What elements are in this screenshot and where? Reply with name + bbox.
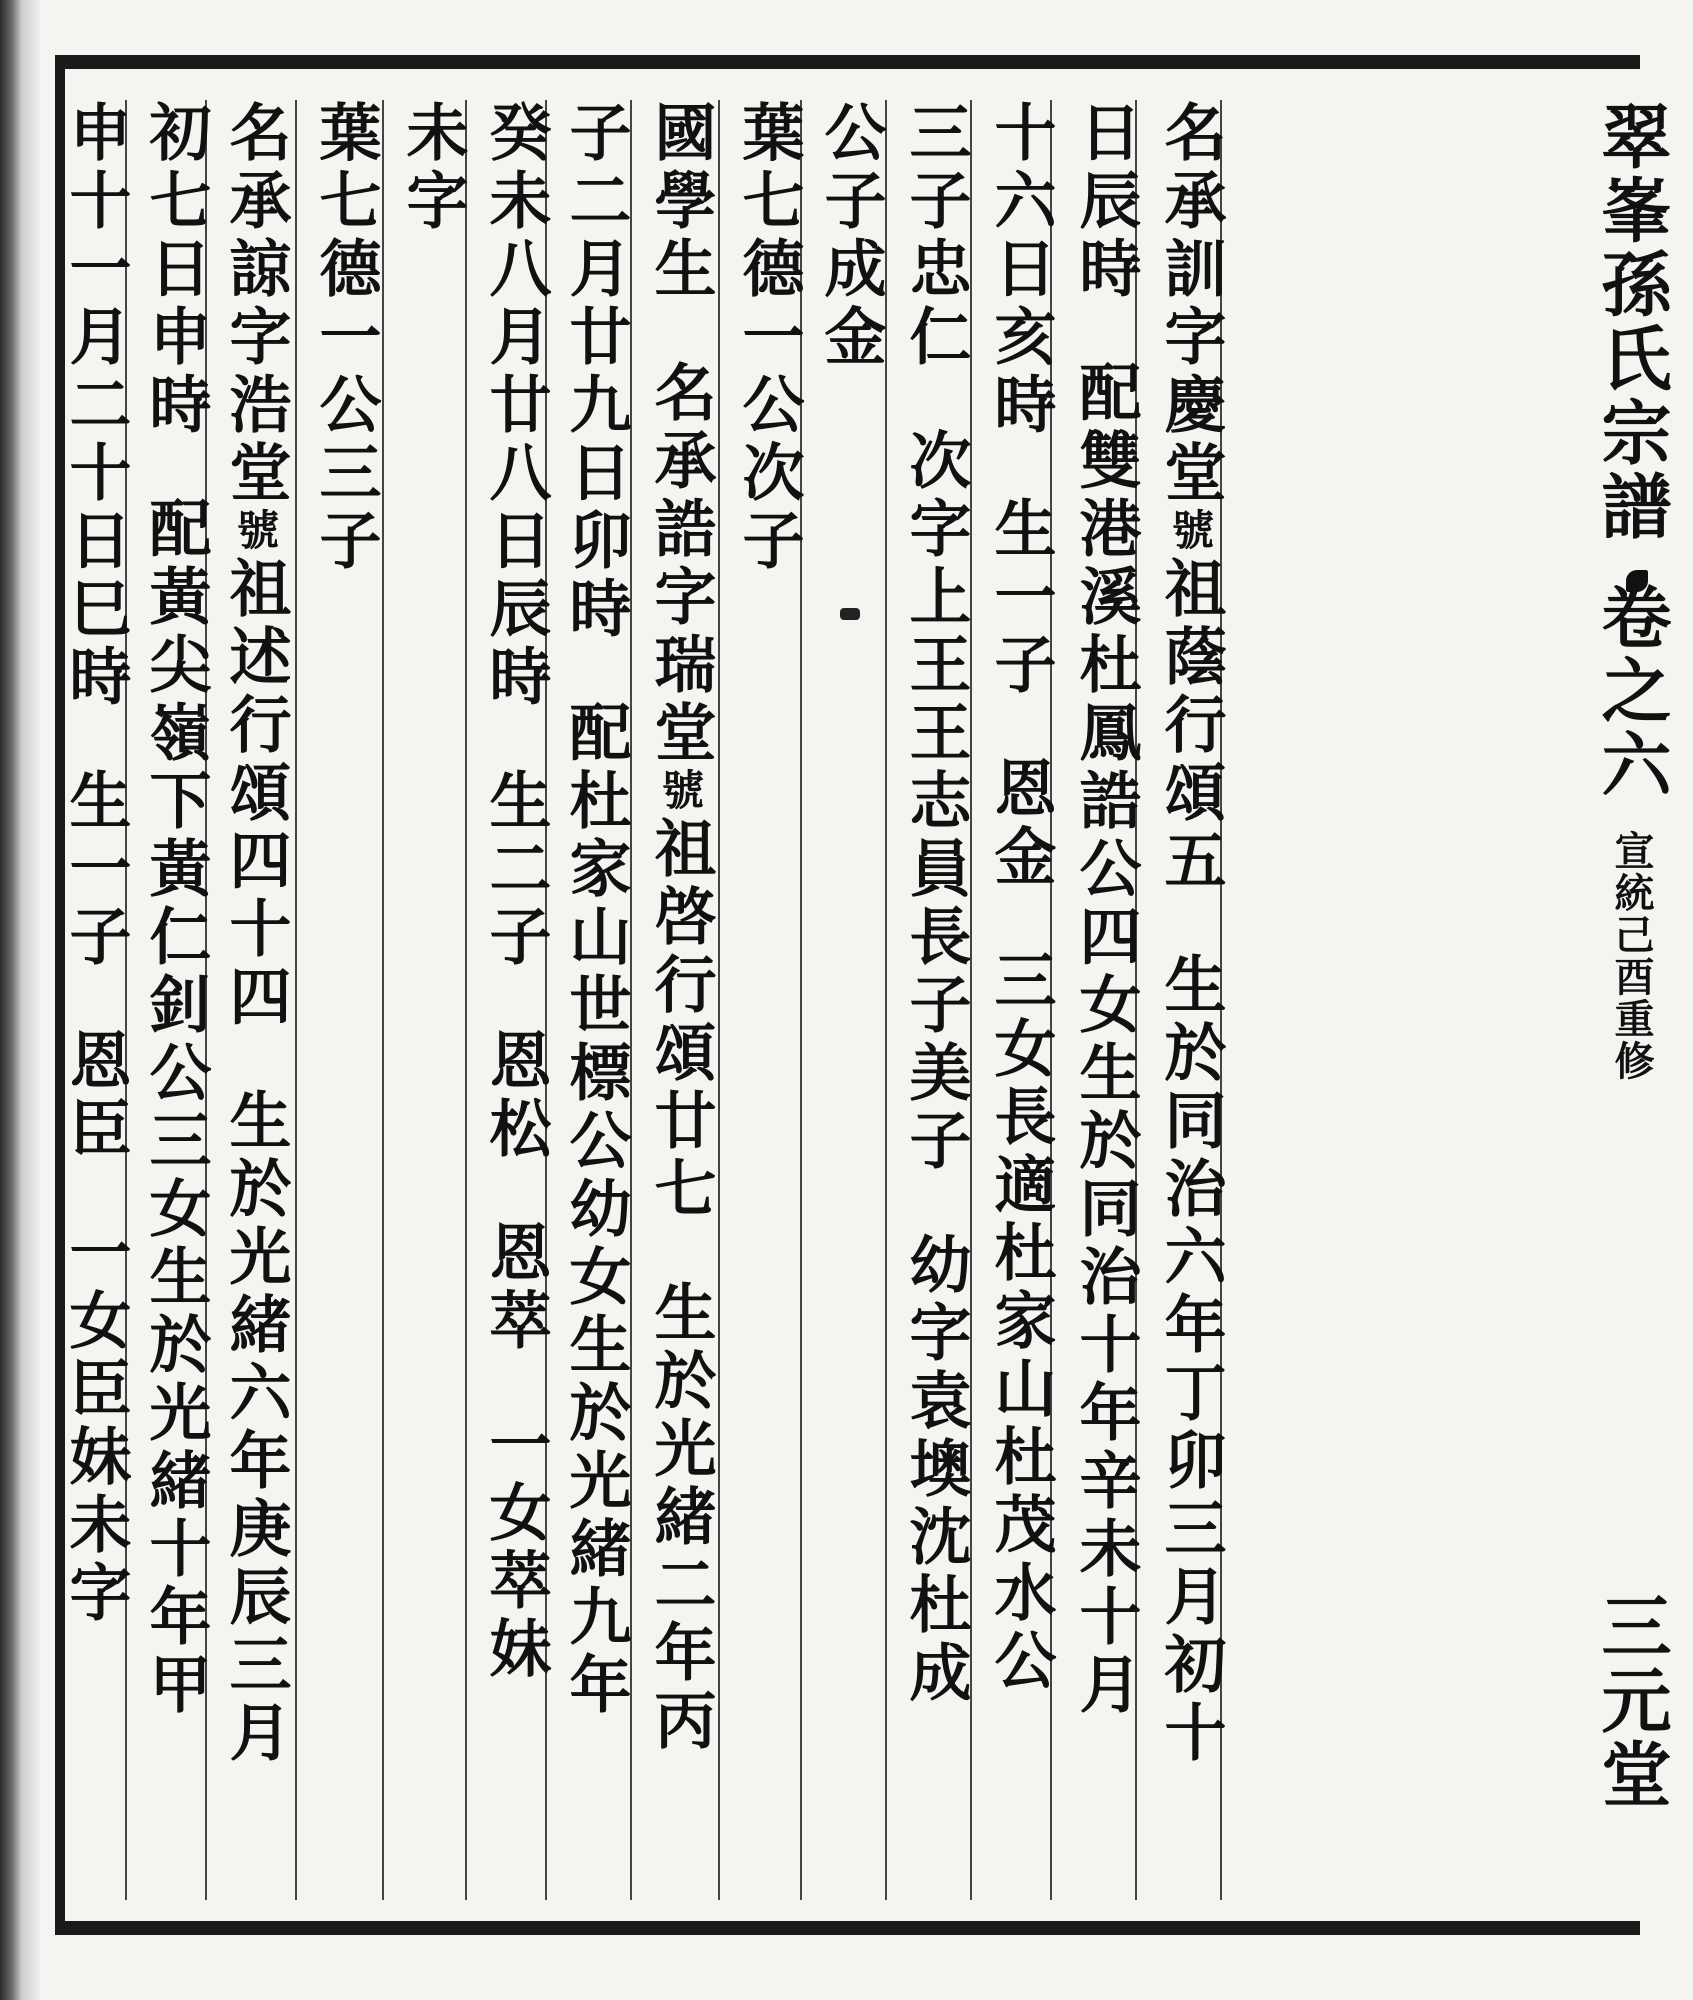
text-column-8: 子二月廿九日卯時配杜家山世標公幼女生於光緒九年	[559, 100, 632, 1720]
text-column-11: 葉七德一公三子	[309, 100, 382, 576]
text-column-1: 名承訓字慶堂號祖蔭行頌五生於同治六年丁卯三月初十	[1154, 100, 1227, 1768]
volume-label: 卷之六	[1590, 580, 1673, 802]
hall-name: 三元堂	[1590, 1590, 1673, 1812]
text-column-12: 名承諒字浩堂號祖述行頌四十四生於光緒六年庚辰三月	[219, 100, 292, 1768]
text-column-3: 十六日亥時生一子恩金三女長適杜家山杜茂水公	[984, 100, 1057, 1696]
page-binding-edge	[0, 0, 40, 2000]
text-column-4: 三子忠仁次字上王王志員長子美子幼字袁墺沈杜成	[899, 100, 972, 1708]
margin-header	[1571, 100, 1681, 1900]
ink-mark	[840, 608, 860, 620]
text-column-5: 公子成金	[814, 100, 887, 372]
text-column-6: 葉七德一公次子	[732, 100, 805, 576]
edition-note: 宣統己酉重修	[1608, 830, 1655, 1082]
text-column-9: 癸未八月廿八日辰時生二子恩松恩萃一女萃妹	[479, 100, 552, 1684]
genealogy-title: 翠峯孫氏宗譜	[1590, 100, 1673, 544]
text-column-10: 未字	[396, 100, 469, 236]
text-column-14: 申十一月二十日巳時生一子恩臣一女臣妹未字	[59, 100, 132, 1628]
text-column-7: 國學生名承誥字瑞堂號祖啓行頌廿七生於光緒二年丙	[644, 100, 717, 1756]
text-column-13: 初七日申時配黃尖嶺下黃仁釗公三女生於光緒十年甲	[139, 100, 212, 1720]
text-column-2: 日辰時配雙港溪杜鳳誥公四女生於同治十年辛未十月	[1069, 100, 1142, 1720]
